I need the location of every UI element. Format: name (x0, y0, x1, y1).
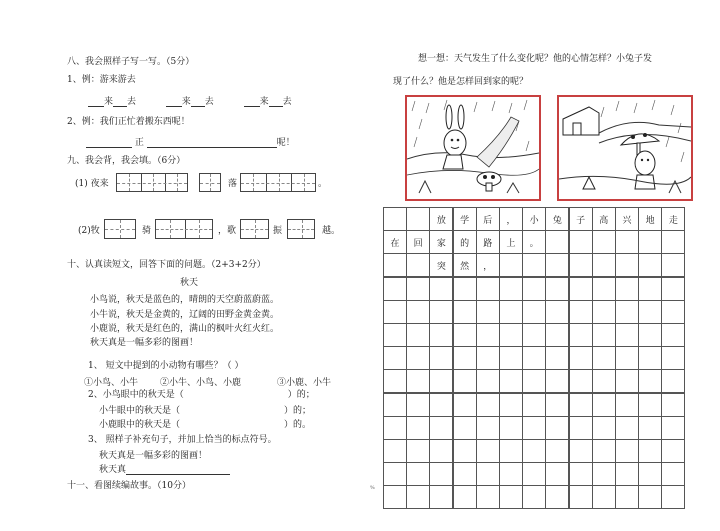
grid-cell[interactable] (406, 253, 430, 277)
grid-cell[interactable] (383, 277, 407, 301)
poem-box-6[interactable] (240, 219, 269, 239)
grid-cell[interactable]: 兴 (615, 207, 639, 231)
grid-cell[interactable]: 放 (429, 207, 453, 231)
grid-cell[interactable] (569, 462, 593, 486)
grid-cell[interactable] (592, 277, 616, 301)
grid-cell[interactable] (615, 346, 639, 370)
grid-cell[interactable] (406, 207, 430, 231)
grid-cell[interactable] (453, 277, 477, 301)
grid-cell[interactable] (453, 485, 477, 509)
page-mark: % (370, 485, 375, 491)
poem-box-4[interactable] (104, 219, 136, 239)
answer-blank[interactable] (269, 98, 283, 107)
answer-blank[interactable] (244, 98, 260, 107)
grid-cell[interactable] (406, 323, 430, 347)
grid-cell[interactable] (545, 416, 569, 440)
grid-cell[interactable] (476, 323, 500, 347)
grid-cell[interactable] (638, 369, 662, 393)
grid-cell[interactable] (661, 462, 685, 486)
poem-row2-a: 骑 (142, 226, 152, 236)
answer-blank[interactable] (86, 139, 132, 148)
grid-cell[interactable] (569, 393, 593, 417)
grid-cell[interactable]: 回 (406, 230, 430, 254)
grid-cell[interactable] (476, 277, 500, 301)
grid-cell[interactable]: ， (499, 207, 523, 231)
grid-cell[interactable] (569, 300, 593, 324)
grid-cell[interactable] (383, 207, 407, 231)
grid-cell[interactable] (383, 253, 407, 277)
grid-cell[interactable] (522, 462, 546, 486)
grid-cell[interactable]: 在 (383, 230, 407, 254)
poem-row1-label: (1) 夜来 (75, 179, 109, 189)
grid-cell[interactable] (615, 277, 639, 301)
grid-cell[interactable] (661, 346, 685, 370)
grid-cell[interactable] (661, 277, 685, 301)
grid-cell[interactable]: ， (476, 253, 500, 277)
grid-cell[interactable] (383, 485, 407, 509)
grid-cell[interactable] (453, 462, 477, 486)
grid-cell[interactable] (453, 346, 477, 370)
grid-cell[interactable] (638, 462, 662, 486)
grid-cell[interactable] (592, 346, 616, 370)
grid-cell[interactable] (476, 462, 500, 486)
grid-cell[interactable]: 小 (522, 207, 546, 231)
poem-row1-end: 。 (318, 179, 328, 189)
grid-cell[interactable] (569, 369, 593, 393)
grid-cell[interactable] (522, 439, 546, 463)
grid-cell[interactable] (545, 462, 569, 486)
grid-cell[interactable] (569, 346, 593, 370)
grid-cell[interactable] (476, 369, 500, 393)
poem-row1-mid: 落 (228, 179, 238, 189)
grid-cell[interactable] (453, 323, 477, 347)
answer-blank[interactable] (126, 466, 230, 475)
grid-cell[interactable] (615, 485, 639, 509)
grid-cell[interactable] (499, 277, 523, 301)
grid-cell[interactable] (545, 277, 569, 301)
grid-cell[interactable] (499, 300, 523, 324)
grid-cell[interactable] (429, 393, 453, 417)
grid-cell[interactable] (569, 323, 593, 347)
grid-cell[interactable] (545, 323, 569, 347)
s8-q2: 2、例：我们正忙着搬东西呢！ (67, 117, 190, 127)
grid-cell[interactable] (406, 369, 430, 393)
grid-cell[interactable] (476, 485, 500, 509)
pattern-word: 去 (204, 97, 214, 107)
grid-cell[interactable] (522, 300, 546, 324)
q2-row3: 小鹿眼中的秋天是（ ）的。 (99, 420, 312, 430)
pattern-word: 来 (104, 97, 114, 107)
answer-blank[interactable] (166, 98, 182, 107)
grid-cell[interactable] (429, 323, 453, 347)
grid-cell[interactable] (429, 439, 453, 463)
grid-cell[interactable]: 兔 (545, 207, 569, 231)
grid-cell[interactable] (499, 369, 523, 393)
grid-cell[interactable] (429, 462, 453, 486)
grid-cell[interactable] (499, 462, 523, 486)
grid-cell[interactable]: 突 (429, 253, 453, 277)
grid-cell[interactable] (569, 485, 593, 509)
grid-cell[interactable] (383, 393, 407, 417)
grid-cell[interactable] (522, 369, 546, 393)
grid-cell[interactable] (429, 416, 453, 440)
grid-cell[interactable] (661, 323, 685, 347)
grid-cell[interactable] (661, 439, 685, 463)
grid-cell[interactable] (499, 485, 523, 509)
grid-cell[interactable] (638, 230, 662, 254)
ne-word: 呢！ (276, 138, 295, 148)
grid-cell[interactable] (592, 485, 616, 509)
grid-cell[interactable] (545, 230, 569, 254)
answer-blank[interactable] (88, 98, 104, 107)
section-8-title: 八、我会照样子写一写。（5分） (67, 57, 195, 67)
poem-box-7[interactable] (287, 219, 315, 239)
grid-cell[interactable] (453, 393, 477, 417)
grid-cell[interactable] (406, 416, 430, 440)
q1-option-3[interactable]: ③小鹿、小牛 (277, 378, 332, 388)
grid-cell[interactable] (453, 416, 477, 440)
grid-cell[interactable] (615, 230, 639, 254)
grid-cell[interactable] (383, 416, 407, 440)
grid-cell[interactable] (453, 439, 477, 463)
grid-cell[interactable] (661, 300, 685, 324)
grid-cell[interactable] (429, 300, 453, 324)
q3-example: 秋天真是一幅多彩的图画！ (99, 451, 208, 461)
grid-cell[interactable] (406, 485, 430, 509)
grid-cell[interactable] (522, 323, 546, 347)
grid-cell[interactable] (499, 393, 523, 417)
poem-row2-label: (2)牧 (78, 226, 100, 236)
q3-answer-row: 秋天真 (99, 466, 230, 475)
poem-box-2[interactable] (199, 173, 221, 192)
grid-cell[interactable] (592, 323, 616, 347)
grid-cell[interactable] (569, 277, 593, 301)
grid-cell[interactable] (569, 253, 593, 277)
grid-cell[interactable]: 高 (592, 207, 616, 231)
grid-cell[interactable] (383, 462, 407, 486)
grid-cell[interactable] (406, 439, 430, 463)
section-9-title: 九、我会背，我会填。（6分） (67, 156, 186, 166)
grid-cell[interactable] (592, 369, 616, 393)
grid-cell[interactable] (592, 253, 616, 277)
grid-cell[interactable] (383, 300, 407, 324)
q2-row2: 小牛眼中的秋天是（ ）的； (99, 406, 312, 416)
grid-cell[interactable]: 然 (453, 253, 477, 277)
q1-option-2[interactable]: ②小牛、小鸟、小鹿 (160, 378, 242, 388)
grid-cell[interactable] (592, 300, 616, 324)
answer-blank[interactable] (147, 139, 277, 148)
grid-cell[interactable] (638, 416, 662, 440)
grid-cell[interactable]: 上 (499, 230, 523, 254)
grid-cell[interactable] (661, 230, 685, 254)
grid-cell[interactable] (545, 369, 569, 393)
grid-cell[interactable] (406, 393, 430, 417)
grid-cell[interactable] (638, 439, 662, 463)
story-picture-1 (405, 95, 541, 201)
pattern-word: 去 (282, 97, 292, 107)
grid-cell[interactable] (499, 439, 523, 463)
grid-cell[interactable] (638, 277, 662, 301)
grid-cell[interactable] (638, 300, 662, 324)
grid-cell[interactable] (429, 346, 453, 370)
grid-cell[interactable] (592, 416, 616, 440)
grid-cell[interactable] (406, 346, 430, 370)
rabbit-mushroom-illustration (559, 97, 691, 199)
grid-cell[interactable] (522, 277, 546, 301)
prompt-line-1: 想一想：天气发生了什么变化呢？他的心情怎样？小兔子发 (418, 54, 653, 64)
grid-cell[interactable] (545, 346, 569, 370)
grid-cell[interactable] (499, 416, 523, 440)
grid-cell[interactable] (592, 393, 616, 417)
grid-cell[interactable] (638, 253, 662, 277)
story-line: 小鸟说，秋天是蓝色的，晴朗的天空蔚蓝蔚蓝。 (90, 295, 280, 305)
grid-cell[interactable] (499, 323, 523, 347)
pattern-word: 去 (127, 97, 137, 107)
grid-cell[interactable] (545, 393, 569, 417)
story-line: 小鹿说，秋天是红色的，满山的枫叶火红火红。 (90, 324, 280, 334)
grid-cell[interactable] (615, 253, 639, 277)
grid-cell[interactable] (615, 462, 639, 486)
grid-cell[interactable]: 后 (476, 207, 500, 231)
rabbit-in-rain-illustration (407, 97, 539, 199)
grid-cell[interactable] (615, 439, 639, 463)
poem-row2-d: 越。 (322, 226, 341, 236)
grid-cell[interactable] (499, 346, 523, 370)
grid-cell[interactable] (638, 346, 662, 370)
story-title: 秋天 (180, 278, 199, 288)
grid-cell[interactable] (453, 369, 477, 393)
grid-cell[interactable] (592, 462, 616, 486)
poem-row2-b: ，歌 (218, 226, 237, 236)
grid-cell[interactable] (615, 300, 639, 324)
story-line: 秋天真是一幅多彩的图画！ (90, 338, 199, 348)
q2-row1: 2、小鸟眼中的秋天是（ ）的； (88, 390, 315, 400)
s8-q2-row (86, 139, 295, 148)
prompt-line-2: 现了什么？他是怎样回到家的呢？ (393, 77, 529, 87)
poem-box-5[interactable] (155, 219, 213, 239)
grid-cell[interactable] (638, 485, 662, 509)
grid-cell[interactable] (661, 253, 685, 277)
s8-pattern-row (88, 98, 292, 107)
grid-cell[interactable] (638, 393, 662, 417)
grid-cell[interactable] (383, 323, 407, 347)
grid-cell[interactable] (406, 462, 430, 486)
pattern-word: 来 (259, 97, 269, 107)
grid-cell[interactable] (661, 416, 685, 440)
grid-cell[interactable] (522, 416, 546, 440)
poem-box-1[interactable] (116, 173, 188, 192)
grid-cell[interactable] (545, 253, 569, 277)
grid-cell[interactable] (476, 439, 500, 463)
grid-cell[interactable] (499, 253, 523, 277)
story-picture-2 (557, 95, 693, 201)
grid-cell[interactable] (522, 346, 546, 370)
section-10-title: 十、认真读短文，回答下面的问题。（2+3+2分） (67, 260, 266, 270)
question-1: 1、 短文中提到的小动物有哪些？（ ） (88, 361, 244, 371)
grid-cell[interactable] (569, 230, 593, 254)
grid-cell[interactable] (476, 300, 500, 324)
answer-blank[interactable] (113, 98, 127, 107)
grid-cell[interactable] (569, 439, 593, 463)
grid-cell[interactable] (545, 485, 569, 509)
grid-cell[interactable] (522, 253, 546, 277)
question-3: 3、 照样子补充句子，并加上恰当的标点符号。 (88, 435, 277, 445)
grid-cell[interactable] (429, 277, 453, 301)
grid-cell[interactable] (476, 416, 500, 440)
story-line: 小牛说，秋天是金黄的，辽阔的田野金黄金黄。 (90, 310, 280, 320)
grid-cell[interactable] (383, 346, 407, 370)
grid-cell[interactable] (406, 300, 430, 324)
grid-cell[interactable]: 路 (476, 230, 500, 254)
grid-cell[interactable] (615, 323, 639, 347)
grid-cell[interactable] (592, 439, 616, 463)
grid-cell[interactable]: 的 (453, 230, 477, 254)
q1-option-1[interactable]: ①小鸟、小牛 (84, 378, 139, 388)
grid-cell[interactable] (545, 439, 569, 463)
grid-cell[interactable] (569, 416, 593, 440)
grid-cell[interactable]: 学 (453, 207, 477, 231)
s8-q1: 1、例：游来游去 (67, 75, 136, 85)
grid-cell[interactable] (406, 277, 430, 301)
grid-cell[interactable] (615, 393, 639, 417)
grid-cell[interactable] (476, 346, 500, 370)
grid-cell[interactable] (453, 300, 477, 324)
grid-cell[interactable] (615, 369, 639, 393)
grid-cell[interactable] (522, 485, 546, 509)
grid-cell[interactable] (661, 369, 685, 393)
grid-cell[interactable] (638, 323, 662, 347)
pattern-word: 来 (181, 97, 191, 107)
poem-box-3[interactable] (240, 173, 316, 192)
answer-blank[interactable] (191, 98, 205, 107)
grid-cell[interactable] (522, 393, 546, 417)
grid-cell[interactable] (615, 416, 639, 440)
grid-cell[interactable] (661, 485, 685, 509)
grid-cell[interactable] (661, 393, 685, 417)
grid-cell[interactable] (429, 369, 453, 393)
grid-cell[interactable]: 地 (638, 207, 662, 231)
grid-cell[interactable]: 子 (569, 207, 593, 231)
grid-cell[interactable] (476, 393, 500, 417)
grid-cell[interactable]: 走 (661, 207, 685, 231)
section-11-title: 十一、看图续编故事。（10分） (67, 481, 191, 491)
zheng-word: 正 (134, 138, 144, 148)
grid-cell[interactable]: 。 (522, 230, 546, 254)
grid-cell[interactable] (383, 439, 407, 463)
poem-row2-c: 振 (273, 226, 283, 236)
grid-cell[interactable] (592, 230, 616, 254)
grid-cell[interactable]: 家 (429, 230, 453, 254)
grid-cell[interactable] (383, 369, 407, 393)
grid-cell[interactable] (429, 485, 453, 509)
grid-cell[interactable] (545, 300, 569, 324)
